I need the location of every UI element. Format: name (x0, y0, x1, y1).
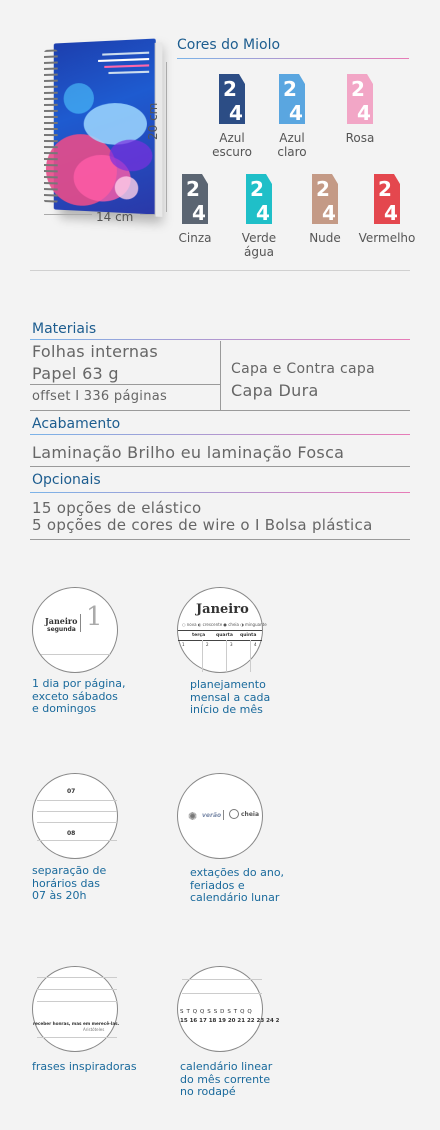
swatch-label: Rosa (345, 131, 375, 145)
swatch-label: Azul (219, 131, 245, 145)
feature-line: e domingos (32, 702, 97, 715)
feature-quotes-text (32, 1061, 137, 1074)
svg-text:4: 4 (289, 101, 303, 125)
feature-line: frases inspiradoras (32, 1060, 137, 1073)
mini-day-number: 2 (206, 642, 209, 647)
materiais-papel: Papel 63 g (32, 364, 119, 383)
svg-text:2: 2 (351, 77, 365, 101)
mini-day-number: 1 (86, 602, 103, 632)
mini-weekday: terça (192, 633, 206, 638)
swatch-label: Nude (309, 231, 341, 245)
spiral-wire (44, 49, 58, 203)
svg-text:4: 4 (357, 101, 371, 125)
acabamento-title: Acabamento (32, 416, 121, 432)
swatch-vermelho[interactable] (352, 170, 422, 245)
moon-legend: crescente (202, 622, 223, 627)
opcionais-elastico: 15 opções de elástico (32, 499, 202, 517)
mini-day-number: 4 (254, 642, 257, 647)
feature-line: 1 dia por página, (32, 677, 126, 690)
moon-icon (229, 809, 239, 819)
opcionais-wire: 5 opções de cores de wire o I Bolsa plástica (32, 516, 373, 534)
feature-monthly-planning-illustration: Janeiro ○ nova ◐ crescente ● cheia ◑ minguante terça quarta quinta 1 2 3 4 (177, 587, 263, 673)
feature-linear-calendar-illustration (177, 966, 280, 1052)
moon-legend: cheia (228, 622, 239, 627)
materiais-divider (30, 339, 410, 340)
swatch-label: Vermelho (358, 231, 416, 245)
acabamento-text: Laminação Brilho eu laminação Fosca (32, 443, 345, 462)
feature-line: horários das (32, 876, 100, 890)
feature-hours-illustration (32, 773, 118, 859)
feature-line: calendário lunar (190, 891, 280, 904)
mini-weekday: quarta (216, 633, 233, 638)
svg-text:4: 4 (322, 201, 336, 225)
feature-line: 07 às 20h (32, 889, 87, 902)
swatch-azul-escuro-icon (215, 70, 249, 128)
svg-text:2: 2 (223, 77, 237, 101)
moon-legend: nova (186, 622, 197, 627)
mini-weekday: quinta (240, 633, 257, 638)
swatch-label: água (244, 245, 274, 259)
swatch-vermelho-icon (370, 170, 404, 228)
svg-text:2: 2 (186, 177, 200, 201)
feature-quotes-illustration (32, 966, 118, 1052)
feature-line: no rodapé (180, 1085, 236, 1098)
swatch-azul-claro-icon (275, 70, 309, 128)
materiais-column-divider (220, 341, 221, 411)
materiais-capa-contra: Capa e Contra capa (231, 361, 375, 377)
materiais-capa-dura: Capa Dura (231, 381, 319, 400)
feature-line: do mês corrente (180, 1072, 271, 1086)
opcionais-divider (30, 492, 410, 493)
swatch-cinza-icon (178, 170, 212, 228)
swatch-verde-agua[interactable] (224, 170, 294, 259)
mini-hour: 08 (67, 830, 76, 837)
sun-icon: ✺ (188, 810, 198, 823)
mini-hour: 07 (67, 788, 76, 795)
feature-seasons-text (190, 867, 284, 905)
swatch-azul-claro[interactable] (257, 70, 327, 159)
feature-line: feriados e (190, 878, 245, 892)
mini-quote: receber honras, mas em merecê-las. (33, 1021, 120, 1026)
feature-line: extações do ano, (190, 866, 285, 879)
svg-text:4: 4 (384, 201, 398, 225)
svg-text:4: 4 (229, 101, 243, 125)
feature-line: separação de (32, 864, 107, 877)
width-dimension-label: 14 cm (96, 210, 134, 224)
cores-miolo-title: Cores do Miolo (177, 37, 281, 53)
notebook-product-image (44, 39, 156, 215)
swatch-rosa-icon (343, 70, 377, 128)
mini-day-number: 1 (182, 642, 185, 647)
swatch-label: claro (277, 145, 307, 159)
mini-quote-author: Aristóteles (83, 1027, 105, 1032)
feature-line: exceto sábados (32, 689, 118, 703)
materiais-title: Materiais (32, 321, 97, 337)
swatch-nude-icon (308, 170, 342, 228)
height-dimension-label: 20 cm (146, 102, 160, 140)
mini-calendar-letters: S T Q Q S S D S T Q Q (180, 1009, 253, 1015)
swatch-nude[interactable] (290, 170, 360, 245)
swatch-cinza[interactable] (160, 170, 230, 245)
feature-seasons-illustration (177, 773, 263, 859)
swatch-verde-agua-icon (242, 170, 276, 228)
materiais-offset: offset I 336 páginas (32, 389, 168, 404)
mini-weekday: segunda (47, 626, 76, 633)
swatch-rosa[interactable] (325, 70, 395, 145)
mini-calendar-numbers: 15 16 17 18 19 20 21 22 23 24 2 (180, 1018, 280, 1024)
feature-line: calendário linear (180, 1060, 273, 1073)
swatch-label: Cinza (178, 231, 212, 245)
feature-daily-page-illustration (32, 587, 118, 673)
feature-hours-text (32, 865, 106, 903)
mini-month: Janeiro (45, 616, 78, 626)
swatch-label: Verde (241, 231, 277, 245)
feature-linear-calendar-text (180, 1061, 272, 1099)
acabamento-divider (30, 434, 410, 435)
mini-month: Janeiro (196, 602, 249, 617)
mini-season: verão (202, 812, 222, 819)
width-dimension-line (44, 214, 92, 215)
opcionais-title: Opcionais (32, 472, 101, 488)
mini-day-number: 3 (230, 642, 233, 647)
svg-text:4: 4 (256, 201, 270, 225)
feature-monthly-planning-text (190, 679, 270, 717)
svg-text:4: 4 (192, 201, 206, 225)
notebook-cover (54, 39, 156, 215)
swatch-label: escuro (212, 145, 252, 159)
svg-text:2: 2 (250, 177, 264, 201)
swatch-label: Azul (279, 131, 305, 145)
moon-legend: minguante (245, 622, 267, 627)
svg-text:2: 2 (378, 177, 392, 201)
cores-miolo-divider (177, 58, 409, 59)
svg-text:2: 2 (283, 77, 297, 101)
mini-moon-phase: cheia (241, 811, 260, 818)
feature-line: início de mês (190, 703, 263, 716)
svg-text:2: 2 (316, 177, 330, 201)
materiais-folhas-internas: Folhas internas (32, 342, 159, 361)
feature-line: mensal a cada (190, 690, 271, 704)
feature-daily-page-text (32, 678, 125, 716)
feature-line: planejamento (190, 678, 266, 691)
top-section-divider (30, 270, 410, 271)
